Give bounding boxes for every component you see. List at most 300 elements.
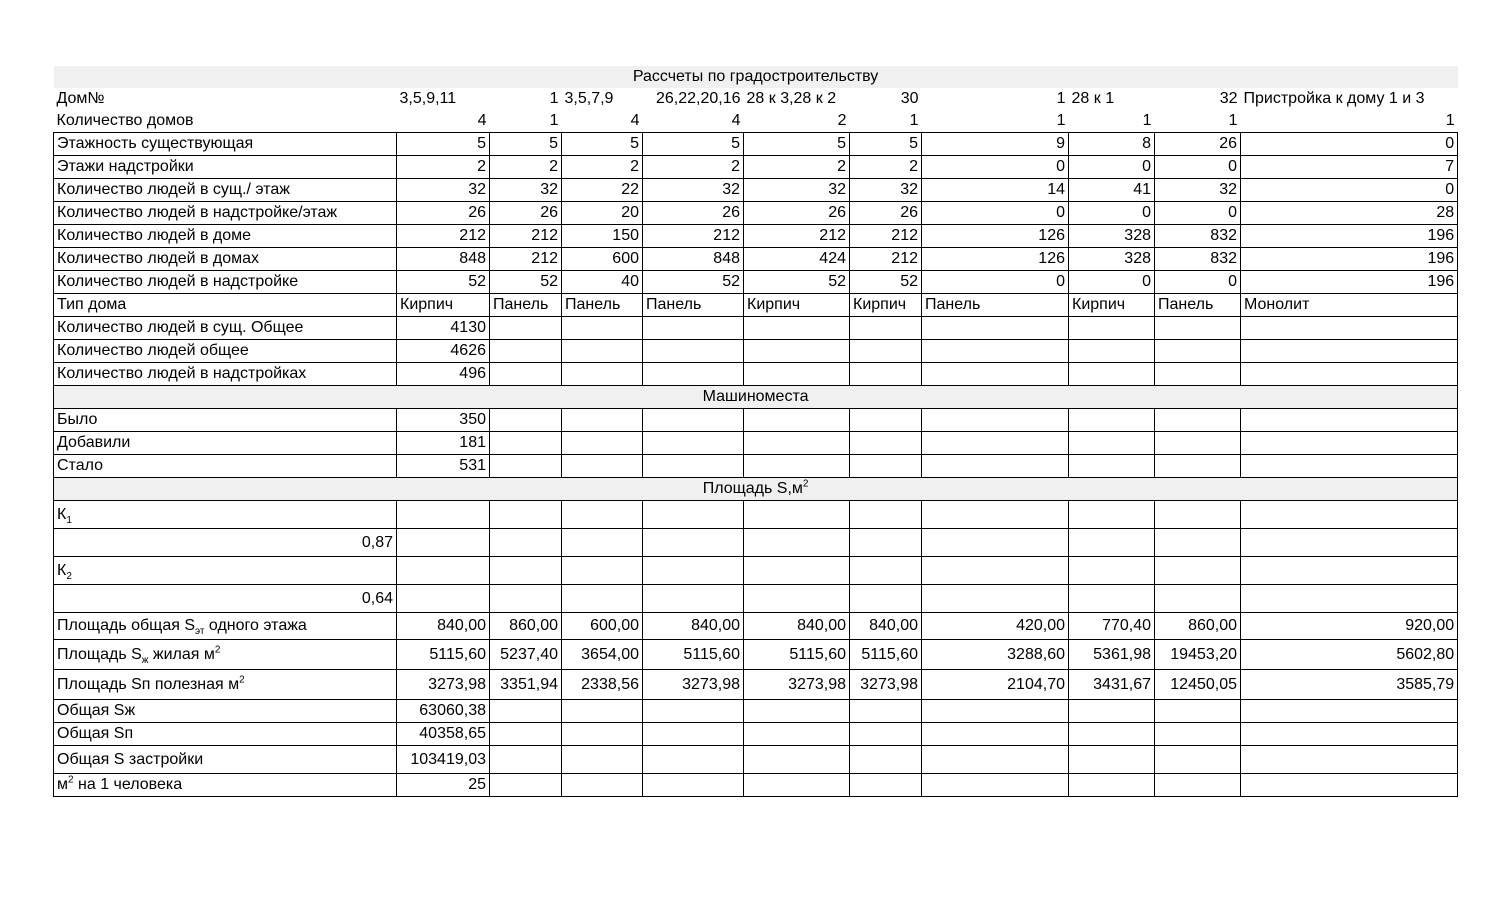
cell[interactable]: 52	[397, 271, 490, 294]
cell[interactable]: 350	[397, 409, 490, 432]
cell[interactable]: 840,00	[643, 613, 744, 640]
cell[interactable]: 22	[562, 179, 643, 202]
cell[interactable]	[643, 529, 744, 557]
cell[interactable]: 5	[744, 133, 850, 156]
cell[interactable]: 3273,98	[643, 670, 744, 700]
cell[interactable]	[850, 455, 922, 478]
cell[interactable]: 40	[562, 271, 643, 294]
row-label[interactable]	[54, 613, 397, 640]
cell[interactable]	[850, 501, 922, 529]
cell[interactable]: 3431,67	[1069, 670, 1155, 700]
cell[interactable]: 832	[1155, 248, 1241, 271]
cell[interactable]	[1155, 501, 1241, 529]
cell[interactable]: 860,00	[490, 613, 562, 640]
cell[interactable]	[490, 501, 562, 529]
cell[interactable]	[397, 529, 490, 557]
cell[interactable]: 32	[643, 179, 744, 202]
cell[interactable]	[1155, 340, 1241, 363]
cell[interactable]	[744, 585, 850, 613]
cell[interactable]: 1	[909, 112, 919, 129]
cell[interactable]	[922, 501, 1069, 529]
cell[interactable]: 19453,20	[1155, 640, 1241, 670]
cell[interactable]: 0	[922, 271, 1069, 294]
cell[interactable]: 196	[1241, 248, 1458, 271]
cell[interactable]: 860,00	[1155, 613, 1241, 640]
cell[interactable]	[744, 746, 850, 774]
cell[interactable]	[1069, 432, 1155, 455]
cell[interactable]: 181	[397, 432, 490, 455]
cell[interactable]: 26	[850, 202, 922, 225]
cell[interactable]	[922, 340, 1069, 363]
cell[interactable]	[562, 723, 643, 746]
cell[interactable]	[850, 409, 922, 432]
cell[interactable]	[1241, 557, 1458, 585]
cell[interactable]	[562, 432, 643, 455]
cell[interactable]	[922, 557, 1069, 585]
cell[interactable]	[922, 700, 1069, 723]
label-text: жилая м	[148, 645, 215, 663]
cell[interactable]	[643, 363, 744, 386]
cell[interactable]: 531	[397, 455, 490, 478]
cell[interactable]: 1	[1142, 112, 1152, 129]
cell[interactable]: 832	[1155, 225, 1241, 248]
cell[interactable]	[922, 529, 1069, 557]
row-label[interactable]	[54, 88, 397, 110]
cell[interactable]: 5	[562, 133, 643, 156]
cell[interactable]: 2	[397, 156, 490, 179]
cell[interactable]	[922, 455, 1069, 478]
row-label[interactable]	[54, 529, 397, 557]
cell[interactable]: 212	[744, 225, 850, 248]
cell[interactable]: 14	[922, 179, 1069, 202]
cell[interactable]: Пристройка к дому 1 и 3	[1243, 90, 1425, 107]
cell[interactable]	[1241, 317, 1458, 340]
cell[interactable]	[643, 432, 744, 455]
cell[interactable]: 3351,94	[490, 670, 562, 700]
cell[interactable]	[490, 317, 562, 340]
cell[interactable]	[562, 585, 643, 613]
cell[interactable]: 5115,60	[744, 640, 850, 670]
cell[interactable]: 3273,98	[850, 670, 922, 700]
cell[interactable]	[922, 585, 1069, 613]
cell[interactable]	[1155, 557, 1241, 585]
cell[interactable]: 5	[490, 133, 562, 156]
cell[interactable]	[490, 529, 562, 557]
cell[interactable]	[850, 557, 922, 585]
cell[interactable]: 28 к 3,28 к 2	[746, 90, 837, 107]
cell[interactable]: 28	[1241, 202, 1458, 225]
cell[interactable]: 103419,03	[397, 746, 490, 774]
cell[interactable]: 26	[397, 202, 490, 225]
cell[interactable]	[397, 501, 490, 529]
cell[interactable]	[562, 557, 643, 585]
cell[interactable]: 32	[1155, 179, 1241, 202]
cell[interactable]: 41	[1069, 179, 1155, 202]
cell[interactable]	[1155, 529, 1241, 557]
row-label[interactable]	[54, 271, 397, 294]
cell[interactable]: 32	[1219, 90, 1238, 107]
cell[interactable]	[1155, 700, 1241, 723]
cell[interactable]	[1241, 700, 1458, 723]
cell[interactable]	[850, 774, 922, 797]
cell[interactable]	[922, 409, 1069, 432]
cell[interactable]: 52	[850, 271, 922, 294]
cell[interactable]	[744, 774, 850, 797]
cell[interactable]	[562, 317, 643, 340]
cell[interactable]	[490, 700, 562, 723]
cell[interactable]: 32	[397, 179, 490, 202]
cell[interactable]	[1069, 585, 1155, 613]
cell[interactable]	[1069, 557, 1155, 585]
cell[interactable]	[490, 723, 562, 746]
cell[interactable]: 600,00	[562, 613, 643, 640]
cell[interactable]: 40358,65	[397, 723, 490, 746]
cell[interactable]: 3273,98	[397, 670, 490, 700]
cell[interactable]: 424	[744, 248, 850, 271]
cell[interactable]: Панель	[490, 294, 562, 317]
cell[interactable]: 848	[397, 248, 490, 271]
cell[interactable]	[490, 340, 562, 363]
cell[interactable]: 63060,38	[397, 700, 490, 723]
cell[interactable]	[562, 774, 643, 797]
cell[interactable]: 32	[744, 179, 850, 202]
cell[interactable]	[922, 774, 1069, 797]
cell[interactable]	[562, 746, 643, 774]
cell[interactable]	[1241, 409, 1458, 432]
row-label[interactable]	[54, 133, 397, 156]
row-label[interactable]	[54, 432, 397, 455]
cell[interactable]: 28 к 1	[1071, 90, 1115, 107]
cell[interactable]	[490, 409, 562, 432]
cell[interactable]: 2	[837, 112, 847, 129]
row-label[interactable]	[54, 248, 397, 271]
cell[interactable]: 0	[922, 202, 1069, 225]
row-label[interactable]	[54, 294, 397, 317]
cell[interactable]: 2104,70	[922, 670, 1069, 700]
cell[interactable]: 0	[1069, 202, 1155, 225]
cell[interactable]	[643, 746, 744, 774]
cell[interactable]: 4626	[397, 340, 490, 363]
cell[interactable]	[490, 774, 562, 797]
cell[interactable]: 920,00	[1241, 613, 1458, 640]
cell[interactable]: 212	[490, 225, 562, 248]
label-text: Добавили	[57, 434, 131, 451]
cell[interactable]	[744, 409, 850, 432]
cell[interactable]	[744, 557, 850, 585]
cell[interactable]	[562, 363, 643, 386]
cell[interactable]: 196	[1241, 225, 1458, 248]
cell[interactable]	[850, 585, 922, 613]
cell[interactable]: 2	[643, 156, 744, 179]
superscript: 2	[214, 644, 221, 656]
row-label[interactable]	[54, 501, 397, 529]
cell[interactable]: 1	[1056, 112, 1066, 129]
cell[interactable]: 4130	[397, 317, 490, 340]
cell[interactable]	[1241, 585, 1458, 613]
cell[interactable]: 26	[490, 202, 562, 225]
cell[interactable]	[744, 363, 850, 386]
cell[interactable]: 2	[490, 156, 562, 179]
cell[interactable]	[1155, 585, 1241, 613]
cell[interactable]: 212	[643, 225, 744, 248]
cell[interactable]: 840,00	[397, 613, 490, 640]
cell[interactable]: 5237,40	[490, 640, 562, 670]
row-label[interactable]	[54, 409, 397, 432]
cell[interactable]	[1069, 409, 1155, 432]
cell[interactable]: 1	[1056, 90, 1066, 107]
cell[interactable]	[562, 409, 643, 432]
cell[interactable]: 0	[1069, 156, 1155, 179]
cell[interactable]	[1155, 723, 1241, 746]
cell[interactable]: 3288,60	[922, 640, 1069, 670]
cell[interactable]	[1241, 455, 1458, 478]
cell[interactable]	[850, 432, 922, 455]
cell[interactable]: 5115,60	[850, 640, 922, 670]
cell[interactable]	[643, 340, 744, 363]
cell[interactable]	[562, 700, 643, 723]
cell[interactable]: 212	[490, 248, 562, 271]
cell[interactable]	[850, 317, 922, 340]
cell[interactable]	[744, 455, 850, 478]
cell[interactable]: 3,5,7,9	[564, 90, 614, 107]
cell[interactable]: Панель	[562, 294, 643, 317]
cell[interactable]	[744, 700, 850, 723]
cell[interactable]: 5602,80	[1241, 640, 1458, 670]
cell[interactable]: 2	[744, 156, 850, 179]
cell[interactable]	[490, 432, 562, 455]
cell[interactable]	[850, 746, 922, 774]
cell[interactable]	[1241, 501, 1458, 529]
cell[interactable]	[1069, 700, 1155, 723]
cell[interactable]: 32	[490, 179, 562, 202]
row-label[interactable]	[54, 156, 397, 179]
cell[interactable]: 3585,79	[1241, 670, 1458, 700]
cell[interactable]	[562, 529, 643, 557]
cell[interactable]	[490, 557, 562, 585]
cell[interactable]: Панель	[643, 294, 744, 317]
cell[interactable]: 4	[477, 112, 487, 129]
cell[interactable]: 420,00	[922, 613, 1069, 640]
cell[interactable]	[1241, 363, 1458, 386]
cell[interactable]	[744, 317, 850, 340]
row-label[interactable]	[54, 585, 397, 613]
cell[interactable]: Монолит	[1241, 294, 1458, 317]
cell[interactable]: 26	[643, 202, 744, 225]
cell[interactable]	[1241, 723, 1458, 746]
cell[interactable]: 1	[1228, 112, 1238, 129]
cell[interactable]: 26,22,20,16	[655, 90, 741, 107]
cell[interactable]	[1069, 317, 1155, 340]
cell[interactable]	[643, 700, 744, 723]
cell[interactable]	[1241, 529, 1458, 557]
row-label[interactable]	[54, 723, 397, 746]
cell[interactable]: 212	[850, 225, 922, 248]
cell[interactable]	[490, 363, 562, 386]
cell[interactable]	[1241, 746, 1458, 774]
cell[interactable]: 496	[397, 363, 490, 386]
cell[interactable]: 52	[490, 271, 562, 294]
row-label[interactable]	[54, 317, 397, 340]
cell[interactable]	[643, 585, 744, 613]
cell[interactable]	[744, 723, 850, 746]
cell[interactable]: 3,5,9,11	[399, 90, 457, 107]
cell[interactable]: 7	[1241, 156, 1458, 179]
cell[interactable]	[643, 317, 744, 340]
cell[interactable]	[643, 501, 744, 529]
cell[interactable]: 26	[744, 202, 850, 225]
cell[interactable]: 2	[562, 156, 643, 179]
cell[interactable]: 4	[731, 112, 741, 129]
cell[interactable]	[850, 700, 922, 723]
cell[interactable]: Кирпич	[744, 294, 850, 317]
row-label[interactable]	[54, 202, 397, 225]
cell[interactable]: 1	[549, 112, 559, 129]
cell[interactable]: 4	[630, 112, 640, 129]
cell[interactable]: 25	[397, 774, 490, 797]
row-label[interactable]	[54, 110, 397, 133]
cell[interactable]: 150	[562, 225, 643, 248]
row-label[interactable]	[54, 455, 397, 478]
cell[interactable]	[397, 585, 490, 613]
cell[interactable]	[1069, 501, 1155, 529]
cell[interactable]: 0	[1069, 271, 1155, 294]
cell[interactable]: 840,00	[850, 613, 922, 640]
cell[interactable]: 20	[562, 202, 643, 225]
cell[interactable]: 212	[850, 248, 922, 271]
cell[interactable]	[643, 455, 744, 478]
cell[interactable]	[490, 455, 562, 478]
cell[interactable]: 52	[643, 271, 744, 294]
cell[interactable]	[850, 340, 922, 363]
cell[interactable]	[1069, 774, 1155, 797]
cell[interactable]: 8	[1069, 133, 1155, 156]
cell[interactable]	[1069, 529, 1155, 557]
cell[interactable]: 2338,56	[562, 670, 643, 700]
cell[interactable]	[562, 501, 643, 529]
cell[interactable]: 12450,05	[1155, 670, 1241, 700]
row-label[interactable]	[54, 557, 397, 585]
cell[interactable]: 5	[643, 133, 744, 156]
cell[interactable]	[1155, 746, 1241, 774]
cell[interactable]	[562, 340, 643, 363]
cell[interactable]: 196	[1241, 271, 1458, 294]
cell[interactable]	[922, 723, 1069, 746]
cell[interactable]	[1241, 432, 1458, 455]
cell[interactable]	[744, 501, 850, 529]
cell[interactable]: 770,40	[1069, 613, 1155, 640]
cell[interactable]: 5115,60	[397, 640, 490, 670]
cell[interactable]: 0	[1155, 156, 1241, 179]
cell[interactable]: 3654,00	[562, 640, 643, 670]
cell[interactable]	[1155, 774, 1241, 797]
cell[interactable]: 5	[397, 133, 490, 156]
cell[interactable]	[744, 432, 850, 455]
cell[interactable]	[922, 317, 1069, 340]
cell[interactable]: Панель	[922, 294, 1069, 317]
cell[interactable]: 1	[1445, 112, 1455, 129]
row-label[interactable]	[54, 640, 397, 670]
cell[interactable]	[922, 363, 1069, 386]
cell[interactable]	[744, 340, 850, 363]
cell[interactable]: 328	[1069, 225, 1155, 248]
row-label[interactable]	[54, 746, 397, 774]
cell[interactable]	[850, 363, 922, 386]
cell[interactable]: 1	[549, 90, 559, 107]
cell[interactable]	[643, 409, 744, 432]
cell[interactable]	[1069, 363, 1155, 386]
row-label[interactable]	[54, 340, 397, 363]
cell[interactable]	[1069, 746, 1155, 774]
cell[interactable]: 9	[922, 133, 1069, 156]
row-label[interactable]	[54, 670, 397, 700]
cell[interactable]: 0	[1155, 202, 1241, 225]
cell[interactable]	[643, 557, 744, 585]
cell[interactable]: 0	[1241, 133, 1458, 156]
cell[interactable]: Кирпич	[850, 294, 922, 317]
cell[interactable]: 848	[643, 248, 744, 271]
cell[interactable]: Панель	[1155, 294, 1241, 317]
cell[interactable]	[397, 557, 490, 585]
cell[interactable]	[1155, 432, 1241, 455]
cell[interactable]	[744, 529, 850, 557]
cell[interactable]	[1155, 363, 1241, 386]
cell[interactable]: Кирпич	[397, 294, 490, 317]
cell[interactable]: Кирпич	[1069, 294, 1155, 317]
cell[interactable]	[490, 746, 562, 774]
cell[interactable]	[643, 774, 744, 797]
cell[interactable]: 5115,60	[643, 640, 744, 670]
cell[interactable]: 840,00	[744, 613, 850, 640]
cell[interactable]	[850, 529, 922, 557]
cell[interactable]	[922, 432, 1069, 455]
cell[interactable]	[1069, 723, 1155, 746]
cell[interactable]: 2	[850, 156, 922, 179]
cell[interactable]: 0	[1241, 179, 1458, 202]
cell[interactable]	[850, 723, 922, 746]
cell[interactable]	[1069, 455, 1155, 478]
cell[interactable]: 212	[397, 225, 490, 248]
row-label[interactable]	[54, 225, 397, 248]
cell[interactable]: 0	[1155, 271, 1241, 294]
cell[interactable]	[643, 723, 744, 746]
cell[interactable]	[1155, 317, 1241, 340]
cell[interactable]: 26	[1155, 133, 1241, 156]
cell[interactable]: 600	[562, 248, 643, 271]
cell[interactable]: 5	[850, 133, 922, 156]
cell[interactable]	[562, 455, 643, 478]
cell[interactable]: 52	[744, 271, 850, 294]
row-label[interactable]	[54, 700, 397, 723]
cell[interactable]: 5361,98	[1069, 640, 1155, 670]
cell[interactable]	[922, 746, 1069, 774]
cell[interactable]	[1155, 455, 1241, 478]
row-label[interactable]	[54, 179, 397, 202]
cell[interactable]	[1069, 340, 1155, 363]
cell[interactable]: 3273,98	[744, 670, 850, 700]
cell[interactable]: 126	[922, 225, 1069, 248]
row-label[interactable]	[54, 363, 397, 386]
row-label[interactable]	[54, 774, 397, 797]
cell[interactable]: 126	[922, 248, 1069, 271]
cell[interactable]: 30	[900, 90, 919, 107]
cell[interactable]	[1155, 409, 1241, 432]
cell[interactable]	[1241, 340, 1458, 363]
cell[interactable]: 0	[922, 156, 1069, 179]
cell[interactable]: 328	[1069, 248, 1155, 271]
cell[interactable]: 32	[850, 179, 922, 202]
cell[interactable]	[490, 585, 562, 613]
cell[interactable]	[1241, 774, 1458, 797]
